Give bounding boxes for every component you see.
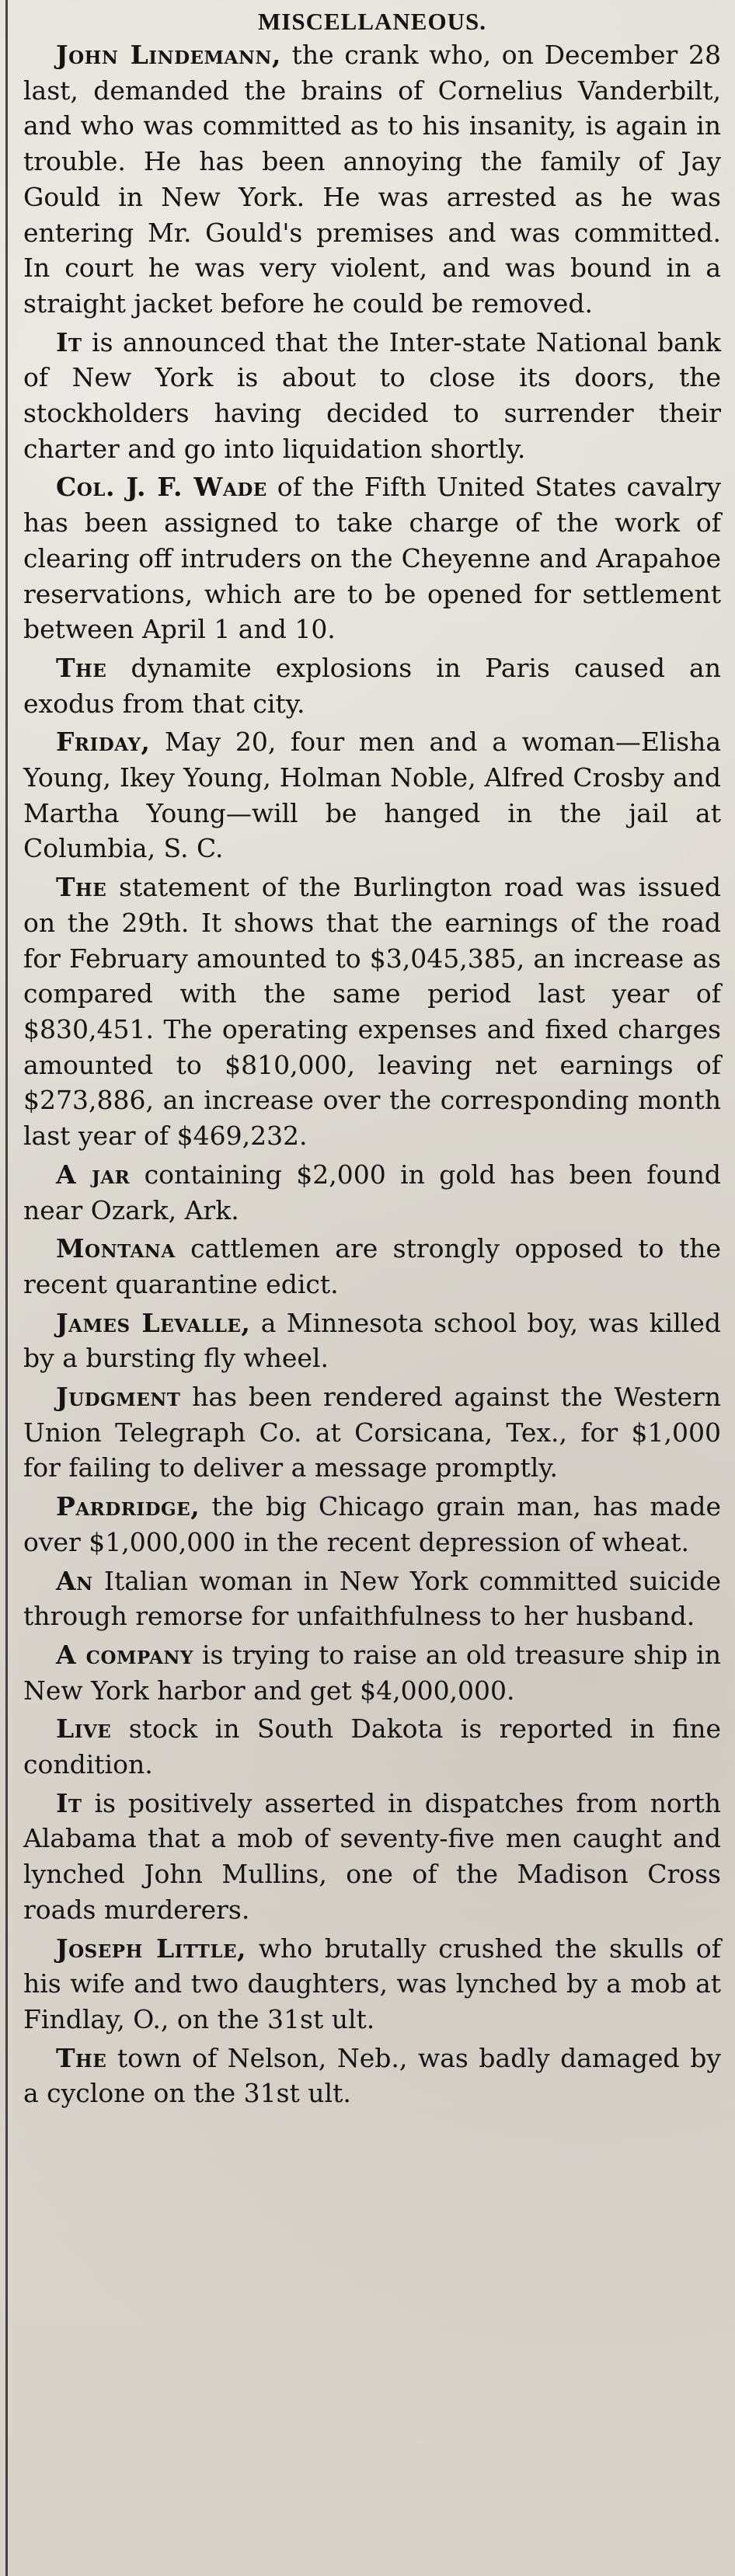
news-item-text: the big Chicago grain man, has made over $1,000,000 in the recent depression of wheat. bbox=[23, 1491, 721, 1557]
news-item-lead: A jar bbox=[56, 1159, 131, 1190]
news-item bbox=[23, 325, 721, 470]
news-item bbox=[23, 1931, 721, 2041]
article-list bbox=[23, 37, 721, 2114]
news-item-text: is trying to raise an old treasure ship in New York harbor and get $4,000,000. bbox=[23, 1639, 721, 1706]
news-item-lead: James Levalle, bbox=[56, 1307, 251, 1338]
news-item bbox=[23, 1786, 721, 1931]
news-item bbox=[23, 1637, 721, 1711]
news-item bbox=[23, 37, 721, 325]
news-item bbox=[23, 469, 721, 650]
news-item-text: dynamite explosions in Paris caused an exodus from that city. bbox=[23, 652, 721, 719]
news-item-lead: An bbox=[56, 1565, 93, 1596]
news-item-lead: Live bbox=[56, 1713, 112, 1745]
news-item bbox=[23, 724, 721, 870]
news-item bbox=[23, 870, 721, 1157]
news-item-text: May 20, four men and a woman—Elisha Young, Ikey Young, Holman Noble, Alfred Crosby and Martha Young—will be hanged in the jail at Columbia, S. C. bbox=[23, 727, 721, 864]
news-item bbox=[23, 1563, 721, 1637]
news-item-text: who brutally crushed the skulls of his wife and two daughters, was lynched by a mob at Findlay, O., on the 31st ult. bbox=[23, 1933, 721, 2034]
news-item bbox=[23, 1711, 721, 1785]
news-item-lead: A company bbox=[56, 1639, 193, 1670]
section-heading: MISCELLANEOUS. bbox=[258, 8, 486, 35]
news-item bbox=[23, 2041, 721, 2114]
news-item-text: Italian woman in New York committed suicide through remorse for unfaithfulness to her husband. bbox=[23, 1565, 721, 1632]
news-item-text: statement of the Burlington road was issued on the 29th. It shows that the earnings of the road for February amounted to $3,045,385, an increase as compared with the same period last year of $830,451. The operating expenses and fixed charges amounted to $810,000, leaving net earnings of $273,886, an increase over the corresponding month last year of $469,232. bbox=[23, 872, 721, 1152]
news-item-lead: Judgment bbox=[56, 1382, 181, 1413]
news-item-text: cattlemen are strongly opposed to the recent quarantine edict. bbox=[23, 1233, 721, 1299]
news-item bbox=[23, 650, 721, 724]
news-item-lead: The bbox=[56, 2042, 107, 2073]
news-item-text: containing $2,000 in gold has been found near Ozark, Ark. bbox=[23, 1159, 721, 1225]
news-item-lead: Pardridge, bbox=[56, 1491, 200, 1522]
news-item-text: a Minnesota school boy, was killed by a bursting fly wheel. bbox=[23, 1307, 721, 1374]
news-item bbox=[23, 1157, 721, 1231]
news-item-lead: John Lindemann, bbox=[56, 40, 281, 70]
news-item-text: town of Nelson, Neb., was badly damaged by a cyclone on the 31st ult. bbox=[23, 2042, 721, 2109]
news-item-text: the crank who, on December 28 last, demanded the brains of Cornelius Vanderbilt, and who was committed as to his insanity, is again in trouble. He has been annoying the family of Jay Gould in New York. He was arrested as he was entering Mr. Gould's premises and was committed. In court he was very violent, and was bound in a straight jacket before he could be removed. bbox=[23, 40, 721, 319]
news-item-lead: The bbox=[56, 872, 107, 903]
news-item-lead: It bbox=[56, 326, 82, 357]
news-item-text: is announced that the Inter-state National bank of New York is about to close its doors, the stockholders having decided to surrender their charter and go into liquidation shortly. bbox=[23, 326, 721, 464]
news-item-lead: The bbox=[56, 652, 107, 683]
column-rule bbox=[5, 0, 8, 2576]
news-item bbox=[23, 1231, 721, 1305]
news-item-lead: Montana bbox=[56, 1233, 176, 1264]
news-item-lead: Friday, bbox=[56, 727, 151, 758]
news-item-lead: Joseph Little, bbox=[56, 1933, 247, 1964]
news-item-text: is positively asserted in dispatches from north Alabama that a mob of seventy-five men caught and lynched John Mullins, one of the Madison Cross roads murderers. bbox=[23, 1787, 721, 1925]
news-item-text: of the Fifth United States cavalry has been assigned to take charge of the work of clearing off intruders on the Cheyenne and Arapahoe reservations, which are to be opened for settlement between April 1 and 10. bbox=[23, 472, 721, 645]
news-item-text: stock in South Dakota is reported in fine condition. bbox=[23, 1713, 721, 1780]
news-item-lead: Col. J. F. Wade bbox=[56, 472, 267, 503]
news-item bbox=[23, 1489, 721, 1563]
news-item bbox=[23, 1379, 721, 1489]
news-item-lead: It bbox=[56, 1787, 82, 1818]
news-item-text: has been rendered against the Western Union Telegraph Co. at Corsicana, Tex., for $1,000 for failing to deliver a message promptly. bbox=[23, 1382, 721, 1483]
news-item bbox=[23, 1305, 721, 1379]
